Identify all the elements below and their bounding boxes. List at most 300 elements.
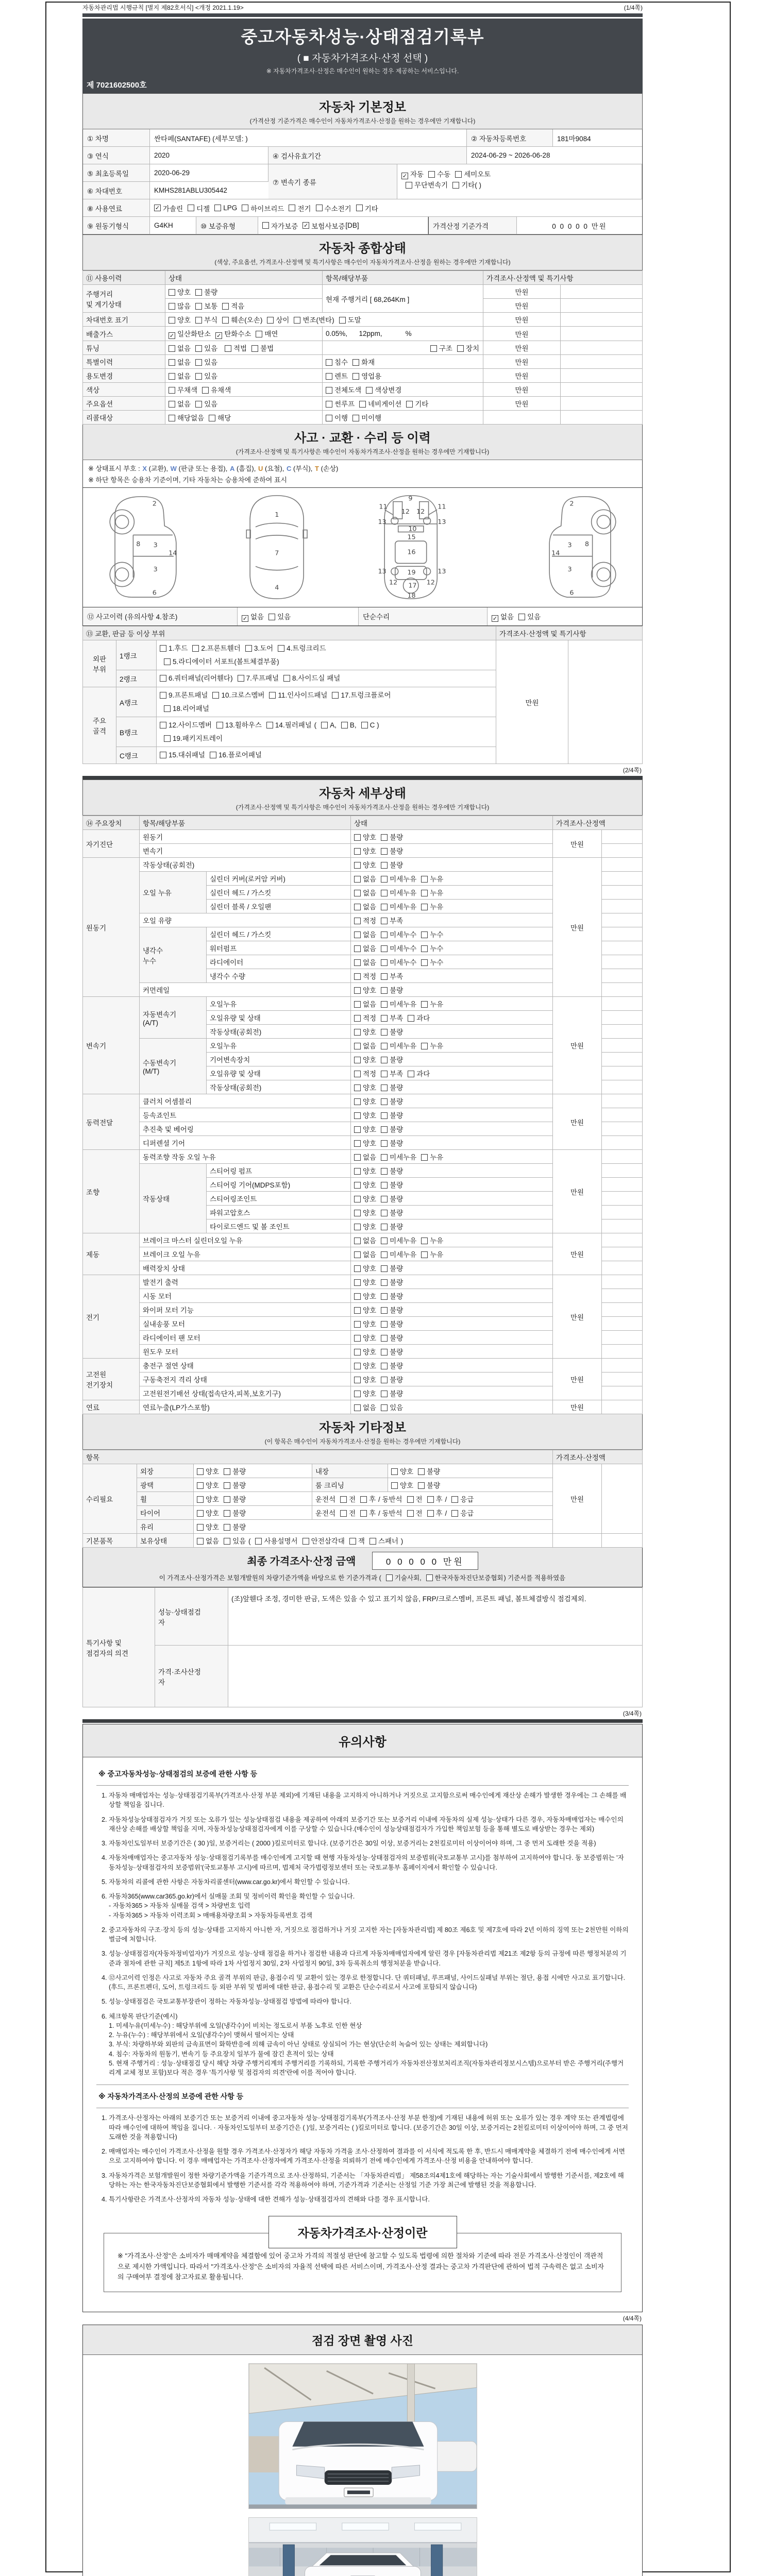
rank-items bbox=[157, 640, 496, 670]
checkbox[interactable] bbox=[421, 931, 428, 938]
option-label: 없음 bbox=[363, 1042, 377, 1050]
checkbox[interactable] bbox=[421, 876, 428, 883]
checkbox[interactable] bbox=[381, 1404, 388, 1411]
checkbox[interactable] bbox=[381, 931, 388, 938]
checkbox[interactable] bbox=[354, 987, 361, 994]
checkbox[interactable] bbox=[381, 1335, 388, 1342]
checkbox[interactable] bbox=[354, 1363, 361, 1369]
checkbox[interactable] bbox=[354, 1307, 361, 1314]
text: [DB] bbox=[345, 222, 359, 229]
checkbox[interactable] bbox=[349, 1538, 356, 1545]
checkbox[interactable] bbox=[381, 1071, 388, 1077]
checkbox[interactable] bbox=[195, 345, 202, 352]
checkbox[interactable] bbox=[354, 1391, 361, 1397]
option-label: 색상변경 bbox=[375, 386, 402, 394]
checkbox[interactable] bbox=[457, 345, 464, 352]
checkbox[interactable] bbox=[452, 182, 459, 189]
checkbox[interactable] bbox=[359, 401, 366, 408]
option-label: 3.도어 bbox=[254, 645, 274, 652]
section-title: 자동차 세부상태 bbox=[319, 787, 406, 801]
checkbox[interactable] bbox=[262, 222, 269, 229]
checkbox[interactable] bbox=[428, 171, 435, 178]
panel-group-label: 주요 골격 bbox=[83, 687, 116, 764]
checkbox[interactable] bbox=[354, 1098, 361, 1105]
hold-state-label: 보유상태 bbox=[137, 1534, 194, 1548]
blank-cell bbox=[602, 1219, 643, 1233]
rank-label: B랭크 bbox=[116, 717, 157, 747]
checkbox[interactable] bbox=[169, 289, 175, 296]
checkbox[interactable] bbox=[381, 848, 388, 855]
checkbox[interactable] bbox=[251, 345, 258, 352]
checkbox[interactable] bbox=[354, 834, 361, 841]
blank-cell bbox=[602, 830, 643, 844]
checkbox[interactable] bbox=[381, 973, 388, 980]
checkbox[interactable] bbox=[381, 1293, 388, 1300]
checkbox[interactable] bbox=[352, 359, 359, 366]
blank-cell bbox=[561, 341, 643, 355]
section-subtitle: (가격산정 기준가격은 매수인이 자동차가격조사·산정을 원하는 경우에만 기재합니다) bbox=[249, 117, 476, 125]
checkbox[interactable] bbox=[381, 1196, 388, 1202]
checkbox[interactable] bbox=[381, 1391, 388, 1397]
checkbox[interactable] bbox=[381, 918, 388, 924]
panel-number: 12 bbox=[416, 508, 425, 516]
state-cell bbox=[351, 1345, 553, 1359]
item-label: 라디에이터 bbox=[207, 955, 351, 969]
checkbox[interactable] bbox=[418, 1482, 425, 1489]
checkbox[interactable] bbox=[195, 359, 202, 366]
checkbox[interactable] bbox=[268, 614, 275, 620]
checkbox[interactable] bbox=[406, 401, 413, 408]
checkbox[interactable] bbox=[381, 1001, 388, 1008]
item-label: 고전원전기배선 상태(접속단자,피복,보호기구) bbox=[140, 1386, 351, 1400]
checkbox[interactable] bbox=[381, 1098, 388, 1105]
checkbox[interactable] bbox=[354, 1029, 361, 1036]
section-other-header bbox=[82, 1414, 643, 1450]
checkbox[interactable] bbox=[294, 317, 300, 324]
checkbox[interactable] bbox=[451, 1496, 458, 1503]
car-name-value: 싼타페(SANTAFE) (세부모델: ) bbox=[150, 129, 467, 147]
checkbox[interactable] bbox=[354, 1182, 361, 1189]
checkbox[interactable] bbox=[354, 959, 361, 966]
checkbox[interactable] bbox=[381, 1210, 388, 1216]
checkbox[interactable] bbox=[197, 1468, 204, 1475]
checkbox[interactable] bbox=[381, 1307, 388, 1314]
checkbox[interactable] bbox=[381, 1043, 388, 1049]
checkbox[interactable] bbox=[381, 1126, 388, 1133]
checkbox[interactable] bbox=[354, 1251, 361, 1258]
checkbox[interactable] bbox=[381, 1168, 388, 1175]
checkbox[interactable] bbox=[354, 876, 361, 883]
option-label: 불량 bbox=[390, 1265, 404, 1273]
checkbox[interactable] bbox=[255, 1538, 262, 1545]
table-row bbox=[83, 327, 643, 341]
checkbox[interactable]: ✓ bbox=[242, 616, 248, 622]
checkbox[interactable] bbox=[238, 675, 244, 682]
checkbox[interactable] bbox=[518, 614, 525, 620]
checkbox[interactable] bbox=[418, 1468, 425, 1475]
device-group-label: 변속기 bbox=[83, 997, 140, 1094]
option-label: 없음 bbox=[363, 889, 377, 897]
device-group-label: 연료 bbox=[83, 1400, 140, 1414]
checkbox[interactable] bbox=[160, 692, 166, 699]
checkbox[interactable] bbox=[381, 1029, 388, 1036]
checkbox[interactable] bbox=[381, 1265, 388, 1272]
checkbox[interactable] bbox=[316, 205, 323, 211]
checkbox[interactable] bbox=[354, 1265, 361, 1272]
option-label: 미세누수 bbox=[390, 959, 417, 967]
notice-part1-title: ※ 중고자동차성능·상태점검의 보증에 관한 사항 등 bbox=[96, 1762, 629, 1786]
checkbox[interactable] bbox=[209, 415, 215, 421]
option-label: 누수 bbox=[430, 945, 444, 953]
option-label: 누유 bbox=[430, 903, 444, 911]
inspection-photo-lift bbox=[248, 2517, 477, 2576]
row-label: 외장 bbox=[137, 1464, 194, 1478]
checkbox[interactable] bbox=[354, 1377, 361, 1383]
checkbox[interactable] bbox=[407, 1510, 414, 1517]
checkbox[interactable] bbox=[381, 1251, 388, 1258]
checkbox[interactable] bbox=[427, 1496, 434, 1503]
checkbox[interactable] bbox=[354, 1126, 361, 1133]
car-diagram-panel bbox=[82, 488, 643, 607]
checkbox[interactable] bbox=[197, 1496, 204, 1503]
checkbox[interactable] bbox=[426, 1574, 433, 1581]
checkbox[interactable] bbox=[381, 890, 388, 896]
checkbox[interactable] bbox=[354, 1015, 361, 1022]
checkbox[interactable] bbox=[354, 1321, 361, 1328]
other-info-table bbox=[82, 1450, 643, 1548]
option-label: X bbox=[142, 465, 147, 472]
checkbox[interactable] bbox=[381, 1112, 388, 1119]
checkbox[interactable] bbox=[381, 1015, 388, 1022]
checkbox[interactable] bbox=[391, 1468, 398, 1475]
checkbox[interactable] bbox=[421, 1251, 428, 1258]
price-cell: 만원 bbox=[483, 369, 561, 383]
checkbox[interactable] bbox=[224, 1496, 230, 1503]
state-cell bbox=[351, 1219, 553, 1233]
checkbox[interactable] bbox=[197, 1482, 204, 1489]
table-row bbox=[83, 997, 643, 1011]
checkbox[interactable] bbox=[326, 373, 332, 380]
checkbox[interactable] bbox=[354, 848, 361, 855]
checkbox[interactable] bbox=[354, 1210, 361, 1216]
checkbox[interactable] bbox=[381, 1057, 388, 1063]
checkbox[interactable] bbox=[381, 1224, 388, 1230]
section-detail-header bbox=[82, 779, 643, 816]
checkbox[interactable] bbox=[381, 1363, 388, 1369]
checkbox[interactable] bbox=[354, 945, 361, 952]
checkbox[interactable] bbox=[451, 1510, 458, 1517]
checkbox[interactable] bbox=[169, 387, 175, 394]
checkbox[interactable] bbox=[354, 1335, 361, 1342]
checkbox[interactable] bbox=[303, 1538, 309, 1545]
checkbox[interactable] bbox=[381, 1140, 388, 1147]
section-title: 자동차 기타정보 bbox=[319, 1421, 406, 1435]
checkbox[interactable] bbox=[407, 1496, 414, 1503]
option-label: 양호 bbox=[206, 1510, 220, 1518]
checkbox[interactable] bbox=[354, 918, 361, 924]
checkbox[interactable] bbox=[195, 303, 202, 310]
checkbox[interactable] bbox=[224, 1538, 230, 1545]
checkbox[interactable] bbox=[386, 1574, 393, 1581]
checkbox[interactable] bbox=[326, 415, 332, 421]
checkbox[interactable] bbox=[354, 862, 361, 869]
checkbox[interactable] bbox=[224, 1524, 230, 1531]
checkbox[interactable] bbox=[326, 401, 332, 408]
checkbox[interactable] bbox=[381, 1182, 388, 1189]
checkbox[interactable] bbox=[427, 1510, 434, 1517]
checkbox[interactable] bbox=[381, 1377, 388, 1383]
option-label: 16.플로어패널 bbox=[218, 751, 262, 759]
panel-number: 2 bbox=[152, 500, 157, 508]
checkbox[interactable] bbox=[352, 373, 359, 380]
checkbox[interactable] bbox=[354, 1168, 361, 1175]
final-price-note bbox=[83, 1573, 642, 1582]
checkbox[interactable] bbox=[192, 645, 199, 652]
checkbox[interactable] bbox=[354, 1196, 361, 1202]
checkbox[interactable] bbox=[360, 1510, 367, 1517]
checkbox[interactable] bbox=[340, 1496, 347, 1503]
checkbox[interactable] bbox=[164, 705, 171, 712]
checkbox[interactable]: ✓ bbox=[402, 173, 408, 179]
checkbox[interactable] bbox=[160, 675, 166, 682]
pricing-definition-body: ※ "가격조사·산정"은 소비자가 매매계약을 체결함에 있어 중고차 가격의 적절성 판단에 참고할 수 있도록 법령에 의한 절차와 기준에 따라 전문 가격조사·산정인이 객관적으로 제시한 가액입니다. 따라서 "가격조사·산정"은 소비자의 자율적 선택에 따른 서비스이며, 가격조사·산정 결과는 중고차 가격판단에 관하여 법적 구속력은 없고 소비자의 구매여부 결정에 참고자료로 활용됩니다. bbox=[117, 2252, 604, 2281]
checkbox[interactable] bbox=[278, 645, 284, 652]
option-label: 침수 bbox=[334, 359, 348, 366]
state-cell bbox=[351, 955, 553, 969]
price-cell: 만원 bbox=[553, 1275, 602, 1359]
checkbox[interactable] bbox=[354, 1293, 361, 1300]
checkbox[interactable] bbox=[381, 1084, 388, 1091]
blank-cell bbox=[602, 1289, 643, 1303]
checkbox[interactable] bbox=[354, 1084, 361, 1091]
notice-part2-items bbox=[96, 2113, 629, 2204]
checkbox[interactable] bbox=[256, 331, 262, 337]
checkbox[interactable] bbox=[169, 401, 175, 408]
checkbox[interactable] bbox=[360, 1496, 367, 1503]
checkbox[interactable] bbox=[188, 205, 194, 211]
option-label: 미세누유 bbox=[390, 1001, 417, 1009]
checkbox[interactable] bbox=[381, 945, 388, 952]
state-options bbox=[194, 1520, 553, 1534]
checkbox[interactable] bbox=[361, 722, 368, 728]
checkbox[interactable] bbox=[224, 1482, 230, 1489]
text: (판금 또는 용접), bbox=[176, 465, 229, 472]
checkbox[interactable] bbox=[455, 171, 462, 178]
option-label: 해당없음 bbox=[177, 414, 205, 422]
checkbox[interactable] bbox=[421, 890, 428, 896]
page-separator bbox=[82, 1719, 643, 1723]
checkbox[interactable]: ✓ bbox=[155, 205, 160, 211]
checkbox[interactable] bbox=[169, 373, 175, 380]
checkbox[interactable] bbox=[169, 359, 175, 366]
checkbox[interactable] bbox=[197, 1538, 204, 1545]
checkbox[interactable] bbox=[269, 692, 276, 699]
checkbox[interactable] bbox=[214, 205, 221, 211]
checkbox[interactable] bbox=[169, 345, 175, 352]
checkbox[interactable] bbox=[354, 1154, 361, 1161]
blank-cell bbox=[602, 1303, 643, 1317]
option-label: 13.휠하우스 bbox=[225, 721, 262, 730]
notice-item: 4. ⑫사고이력 인정은 사고로 자동차 주요 골격 부위의 판금, 용접수리 및 교환이 있는 경우로 한정합니다. 단 쿼터패널, 루프패널, 사이드실패널 부위는 절단, 용접 시에만 사고로 표기합니다. (후드, 프론트펜더, 도어, 트렁크리드 등 외판 부위 및 범퍼에 대한 판금, 용접수리 및 교환은 단순수리로서 사고에 포함되지 않습니다) bbox=[102, 1974, 626, 1991]
checkbox[interactable] bbox=[354, 931, 361, 938]
checkbox[interactable] bbox=[169, 415, 175, 421]
checkbox[interactable] bbox=[169, 317, 175, 324]
checkbox[interactable] bbox=[354, 1279, 361, 1286]
checkbox[interactable] bbox=[339, 317, 346, 324]
checkbox[interactable] bbox=[430, 345, 437, 352]
checkbox[interactable] bbox=[381, 904, 388, 910]
checkbox[interactable] bbox=[197, 1524, 204, 1531]
checkbox[interactable] bbox=[356, 205, 363, 211]
subgroup-label: 수동변속기 (M/T) bbox=[140, 1039, 207, 1094]
checkbox[interactable] bbox=[242, 205, 248, 211]
checkbox[interactable] bbox=[195, 401, 202, 408]
checkbox[interactable] bbox=[354, 1001, 361, 1008]
option-label: C ) bbox=[369, 721, 379, 730]
checkbox[interactable]: ✓ bbox=[304, 223, 309, 229]
checkbox[interactable] bbox=[245, 645, 252, 652]
checkbox[interactable] bbox=[381, 876, 388, 883]
rank-items bbox=[157, 717, 496, 747]
checkbox[interactable] bbox=[354, 1071, 361, 1077]
option-label: 불량 bbox=[390, 1376, 404, 1384]
option-label: 적음 bbox=[231, 302, 245, 310]
checkbox[interactable] bbox=[283, 675, 290, 682]
checkbox[interactable] bbox=[381, 1279, 388, 1286]
blank-cell bbox=[561, 397, 643, 411]
checkbox[interactable] bbox=[202, 387, 209, 394]
checkbox[interactable] bbox=[354, 1349, 361, 1355]
option-label: 2.프론트휀더 bbox=[201, 645, 241, 652]
text: ※ 상태표시 부호 : bbox=[88, 465, 142, 472]
blank-cell bbox=[602, 927, 643, 941]
checkbox[interactable] bbox=[225, 345, 231, 352]
checkbox[interactable] bbox=[224, 1510, 230, 1517]
panel-number: 4 bbox=[274, 584, 279, 592]
checkbox[interactable] bbox=[352, 415, 359, 421]
option-label: 부족 bbox=[390, 973, 404, 981]
checkbox[interactable] bbox=[222, 317, 229, 324]
text: / 동반석 bbox=[376, 1510, 402, 1518]
checkbox[interactable] bbox=[421, 1043, 428, 1049]
option-label: 불량 bbox=[390, 1279, 404, 1287]
checkbox[interactable] bbox=[381, 834, 388, 841]
checkbox[interactable] bbox=[267, 317, 274, 324]
checkbox[interactable] bbox=[381, 1238, 388, 1244]
item-label: 추진축 및 베어링 bbox=[140, 1122, 351, 1136]
checkbox[interactable] bbox=[381, 862, 388, 869]
checkbox[interactable] bbox=[321, 722, 328, 728]
option-label: 양호 bbox=[363, 861, 377, 870]
state-cell bbox=[165, 397, 323, 411]
checkbox[interactable] bbox=[354, 1224, 361, 1230]
checkbox[interactable] bbox=[421, 1238, 428, 1244]
checkbox[interactable] bbox=[381, 987, 388, 994]
checkbox[interactable] bbox=[421, 959, 428, 966]
checkbox[interactable] bbox=[354, 973, 361, 980]
checkbox[interactable] bbox=[224, 1468, 230, 1475]
checkbox[interactable] bbox=[354, 890, 361, 896]
checkbox[interactable] bbox=[340, 1510, 347, 1517]
blank-cell bbox=[602, 1053, 643, 1066]
checkbox[interactable] bbox=[164, 735, 171, 742]
checkbox[interactable] bbox=[354, 904, 361, 910]
checkbox[interactable] bbox=[326, 387, 332, 394]
checkbox[interactable] bbox=[408, 1071, 414, 1077]
checkbox[interactable] bbox=[160, 752, 166, 758]
checkbox[interactable] bbox=[195, 317, 202, 324]
checkbox[interactable] bbox=[369, 1538, 376, 1545]
checkbox[interactable]: ✓ bbox=[492, 616, 498, 622]
checkbox[interactable] bbox=[266, 722, 273, 728]
checkbox[interactable] bbox=[216, 722, 223, 728]
checkbox[interactable] bbox=[289, 205, 295, 211]
option-label: 불량 bbox=[390, 1167, 404, 1176]
checkbox[interactable] bbox=[381, 959, 388, 966]
checkbox[interactable] bbox=[195, 289, 202, 296]
checkbox[interactable] bbox=[341, 722, 348, 728]
checkbox[interactable] bbox=[381, 1349, 388, 1355]
option-label: 디젤 bbox=[196, 205, 210, 213]
checkbox[interactable] bbox=[421, 945, 428, 952]
blank-cell bbox=[602, 1066, 643, 1080]
option-label: 11.인사이드패널 bbox=[278, 691, 328, 699]
checkbox[interactable] bbox=[326, 359, 332, 366]
blank-cell bbox=[602, 858, 643, 872]
checkbox[interactable] bbox=[354, 1238, 361, 1244]
checkbox[interactable] bbox=[164, 658, 171, 665]
column-header: ⑭ 주요장치 bbox=[83, 816, 140, 830]
checkbox[interactable] bbox=[332, 692, 339, 699]
option-label: 스패너 bbox=[378, 1537, 399, 1546]
checkbox[interactable] bbox=[354, 1140, 361, 1147]
checkbox[interactable] bbox=[408, 1015, 414, 1022]
checkbox[interactable] bbox=[354, 1043, 361, 1049]
checkbox[interactable] bbox=[195, 373, 202, 380]
checkbox[interactable] bbox=[381, 1321, 388, 1328]
option-label: U bbox=[258, 465, 263, 472]
checkbox[interactable] bbox=[210, 752, 216, 758]
checkbox[interactable] bbox=[366, 387, 373, 394]
checkbox[interactable] bbox=[391, 1482, 398, 1489]
detail-state-table bbox=[82, 816, 643, 1414]
option-label: 구조 bbox=[439, 345, 452, 352]
checkbox[interactable] bbox=[381, 1154, 388, 1161]
checkbox[interactable] bbox=[354, 1057, 361, 1063]
checkbox[interactable] bbox=[354, 1404, 361, 1411]
checkbox[interactable] bbox=[160, 645, 166, 652]
panel-number: 3 bbox=[567, 566, 572, 574]
checkbox[interactable]: ✓ bbox=[216, 333, 222, 339]
checkbox[interactable]: ✓ bbox=[169, 333, 175, 339]
checkbox[interactable] bbox=[169, 303, 175, 310]
panel-number: 3 bbox=[567, 541, 572, 549]
checkbox[interactable] bbox=[421, 1154, 428, 1161]
checkbox[interactable] bbox=[421, 1001, 428, 1008]
checkbox[interactable] bbox=[354, 1112, 361, 1119]
section-subtitle: (이 항목은 매수인이 자동차가격조사·산정을 원하는 경우에만 기재합니다) bbox=[264, 1438, 461, 1446]
checkbox[interactable] bbox=[197, 1510, 204, 1517]
notice-item: 5. 성능·상태점검은 국토교통부장관이 정하는 자동차성능·상태점검 방법에 따라야 합니다. bbox=[102, 1998, 351, 2006]
option-label: 불량 bbox=[390, 1084, 404, 1092]
checkbox[interactable] bbox=[421, 904, 428, 910]
option-label: 불량 bbox=[204, 289, 218, 296]
item-label: 실린더 블록 / 오일팬 bbox=[207, 900, 351, 913]
checkbox[interactable] bbox=[222, 303, 229, 310]
checkbox[interactable] bbox=[212, 692, 219, 699]
checkbox[interactable] bbox=[406, 182, 412, 189]
checkbox[interactable] bbox=[160, 722, 166, 728]
